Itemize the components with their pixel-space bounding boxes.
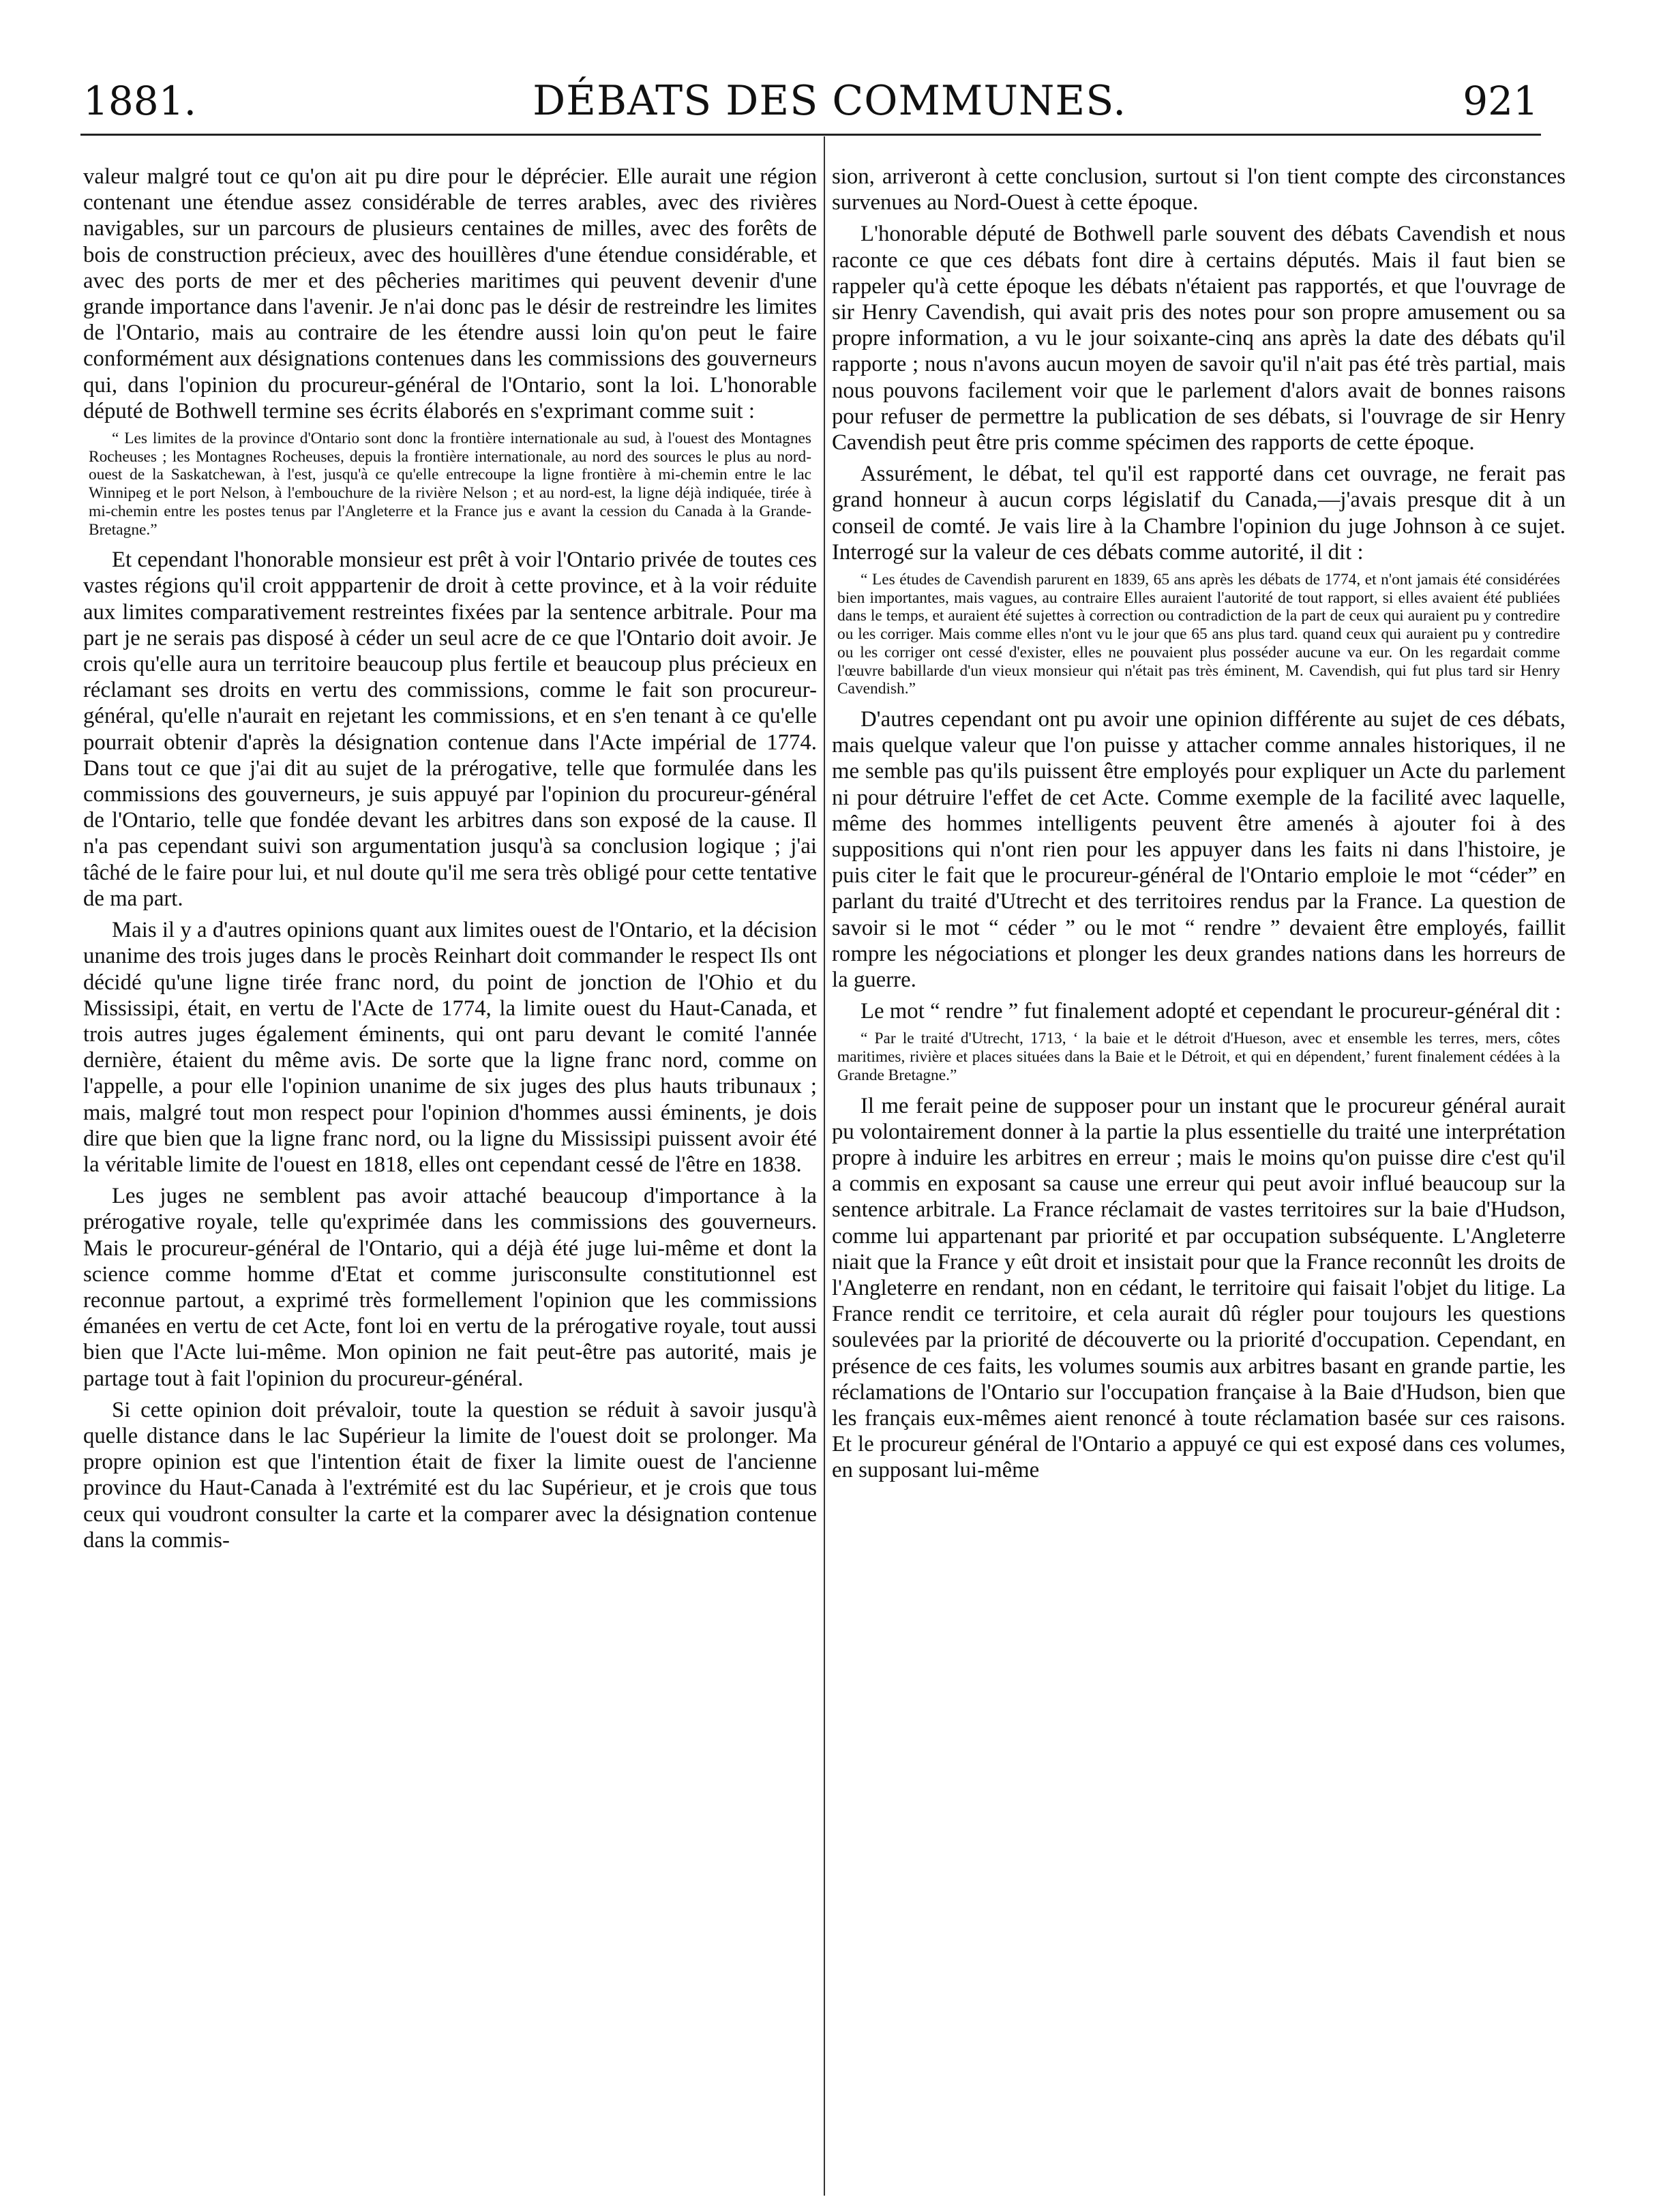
block-quote: “ Par le traité d'Utrecht, 1713, ‘ la baie et le détroit d'Hueson, avec et ensemble les terres, mers, côtes maritimes, rivière et places situées dans la Baie et le Détroit, et qui en dépendent,’ furent finalement cédées à la Grande Bretagne.” [837,1030,1560,1084]
block-quote: “ Les études de Cavendish parurent en 1839, 65 ans après les débats de 1774, et n'ont jamais été considérées bien importantes, mais vagues, au contraire Elles auraient l'autorité de tout rapport, si elles avaient été publiées dans le temps, et auraient été sujettes à correction ou contradiction de la part de ceux qui auraient pu y contredire ou les corriger. Mais comme elles n'ont vu le jour que 65 ans plus tard. quand ceux qui auraient pu y contredire ou les corriger ont cessé d'exister, elles ne pouvaient plus posséder aucune va eur. On les regardait comme l'œuvre babillarde d'un vieux monsieur qui n'était pas très éminent, M. Cavendish, qui fut plus tard sir Henry Cavendish.” [837,571,1560,698]
running-header [83,74,1538,128]
paragraph: Le mot “ rendre ” fut finalement adopté et cependant le procureur-général dit : [861,999,1561,1024]
column-divider [824,136,825,2196]
header-page-number: 921 [1463,78,1538,124]
paragraph: D'autres cependant ont pu avoir une opinion différente au sujet de ces débats, mais quelque valeur que l'on puisse y attacher comme annales historiques, il ne me semble pas qu'ils puissent être employés pour expliquer un Acte du parlement ni pour détruire l'effet de cet Acte. Comme exemple de la facilité avec laquelle, même des hommes intelligents peuvent être amenés à ajouter foi à des suppositions qui n'ont rien pour les appuyer dans les faits ni dans l'histoire, je puis citer le fait que le procureur-général de l'Ontario emploie le mot “céder” en parlant du traité d'Utrecht et des territoires rendus par la France. La question de savoir si le mot “ céder ” ou le mot “ rendre ” devaient être employés, faillit rompre les négociations et plonger les deux grandes nations dans les horreurs de la guerre. [832,706,1566,992]
header-rule [80,134,1541,136]
paragraph: sion, arriveront à cette conclusion, surtout si l'on tient compte des circonstances survenues au Nord-Ouest à cette époque. [832,164,1566,215]
paragraph: valeur malgré tout ce qu'on ait pu dire pour le déprécier. Elle aurait une région contenant une étendue assez considérable de terres arables, avec des rivières navigables, sur un parcours de plusieurs centaines de milles, avec des forêts de bois de construction précieux, avec des houillères d'une étendue considérable, et avec des ports de mer et des pêcheries maritimes qui peuvent devenir d'une grande importance dans l'avenir. Je n'ai donc pas le désir de restreindre les limites de l'Ontario, mais au contraire de les étendre aussi loin qu'on peut le faire conformément aux désignations contenues dans les commissions des gouverneurs qui, dans l'opinion du procureur-général de l'Ontario, sont la loi. L'honorable député de Bothwell termine ses écrits élaborés en s'exprimant comme suit : [83,164,817,423]
header-title: DÉBATS DES COMMUNES. [533,77,1127,125]
paragraph: Les juges ne semblent pas avoir attaché beaucoup d'importance à la prérogative royale, telle qu'exprimée dans les commissions des gouverneurs. Mais le procureur-général de l'Ontario, qui a déjà été juge lui-même et dont la science comme homme d'Etat et comme jurisconsulte constitutionnel est reconnue partout, a exprimé très formellement l'opinion que les commissions émanées en vertu de cet Acte, font loi en vertu de la prérogative royale, tout aussi bien que l'Acte lui-même. Mon opinion ne fait peut-être pas autorité, mais je partage tout à fait l'opinion du procureur-général. [83,1184,817,1391]
block-quote: “ Les limites de la province d'Ontario sont donc la frontière internationale au sud, à l'ouest des Montagnes Rocheuses ; les Montagnes Rocheuses, depuis la frontière internationale, au nord des sources le plus au nord-ouest de la Saskatchewan, à l'est, jusqu'à ce qu'elle entrecoupe la ligne frontière à mi-chemin entre le lac Winnipeg et le port Nelson, à l'embouchure de la rivière Nelson ; et au nord-est, la ligne déjà indiquée, tirée à mi-chemin entre les postes tenus par l'Angleterre et la France jus e avant la cession du Canada à la Grande-Bretagne.” [89,430,811,539]
paragraph: Mais il y a d'autres opinions quant aux limites ouest de l'Ontario, et la décision unanime des trois juges dans le procès Reinhart doit commander le respect Ils ont décidé qu'une ligne tirée franc nord, du point de jonction de l'Ohio et du Mississipi, était, en vertu de l'Acte de 1774, la limite ouest du Haut-Canada, et trois autres juges également éminents, qui ont paru devant le comité l'année dernière, étaient du même avis. De sorte que la ligne franc nord, comme on l'appelle, a pour elle l'opinion unanime de six juges des plus hauts tribunaux ; mais, malgré tout mon respect pour l'opinion d'hommes aussi éminents, je dois dire que bien que la ligne franc nord, ou la ligne du Mississipi puissent avoir été la véritable limite de l'ouest en 1818, elles ont cependant cessé de l'être en 1838. [83,918,817,1177]
left-column [83,164,817,2202]
paragraph: Il me ferait peine de supposer pour un instant que le procureur général aurait pu volontairement donner à la partie la plus essentielle du traité une interprétation propre à induire les arbitres en erreur ; mais le moins qu'on puisse dire c'est qu'il a commis en exposant sa cause une erreur qui peut avoir influé beaucoup sur la sentence arbitrale. La France réclamait de vastes territoires sur la baie d'Hudson, comme lui appartenant par priorité et par occupation subséquente. L'Angleterre niait que la France y eût droit et insistait pour que la France reconnût les droits de l'Angleterre en rendant, non en cédant, le territoire qui faisait l'objet du litige. La France rendit ce territoire, et cela aurait dû régler pour toujours les questions soulevées par la priorité de découverte ou la priorité d'occupation. Cependant, en présence de ces faits, les volumes soumis aux arbitres basant en grande partie, les réclamations de l'Ontario sur l'occupation française à la Baie d'Hudson, bien que les français eux-mêmes aient renoncé à toute réclamation basée sur ces raisons. Et le procureur général de l'Ontario a appuyé ce qui est exposé dans ces volumes, en supposant lui-même [832,1093,1566,1483]
header-year: 1881. [83,78,197,124]
paragraph: Si cette opinion doit prévaloir, toute la question se réduit à savoir jusqu'à quelle distance dans le lac Supérieur la limite de l'ouest doit se prolonger. Ma propre opinion est que l'intention était de fixer la limite ouest de l'ancienne province du Haut-Canada à l'extrémité est du lac Supérieur, et je crois que tous ceux qui voudront consulter la carte et la comparer avec la désignation contenue dans la commis- [83,1397,817,1553]
paragraph: L'honorable député de Bothwell parle souvent des débats Cavendish et nous raconte ce que ces débats font dire à certains députés. Mais il faut bien se rappeler qu'à cette époque les débats n'étaient pas rapportés, et que l'ouvrage de sir Henry Cavendish, qui avait pris des notes pour son propre amusement ou sa propre information, a vu le jour soixante-cinq ans après la date des débats qu'il rapporte ; nous n'avons aucun moyen de savoir qu'il n'ait pas été très partial, mais nous pouvons facilement voir que le parlement d'alors avait de bonnes raisons pour refuser de permettre la publication de ses débats, si l'ouvrage de sir Henry Cavendish peut être pris comme spécimen des rapports de cette époque. [832,222,1566,455]
paragraph: Et cependant l'honorable monsieur est prêt à voir l'Ontario privée de toutes ces vastes régions qu'il croit apppartenir de droit à cette province, et à la voir réduite aux limites comparativement restreintes fixées par la sentence arbitrale. Pour ma part je ne serais pas disposé à céder un seul acre de ce que l'Ontario doit avoir. Je crois qu'elle aura un territoire beaucoup plus fertile et beaucoup plus précieux en réclamant ses droits en vertu des commissions, comme le fait son procureur-général, qu'elle n'aurait en rejetant les commissions, et en s'en tenant à ce qu'elle pourrait obtenir d'après la désignation contenue dans l'Acte impérial de 1774. Dans tout ce que j'ai dit au sujet de la prérogative, telle que formulée dans les commissions des gouverneurs, je suis appuyé par l'opinion du procureur-général de l'Ontario, telle que fondée devant les arbitres dans son exposé de la cause. Il n'a pas cependant suivi son argumentation jusqu'à sa conclusion logique ; j'ai tâché de le faire pour lui, et nul doute qu'il me sera très obligé pour cette tentative de ma part. [83,548,817,911]
right-column [832,164,1566,2202]
paragraph: Assurément, le débat, tel qu'il est rapporté dans cet ouvrage, ne ferait pas grand honneur à aucun corps législatif du Canada,—j'avais presque dit à un conseil de comté. Je vais lire à la Chambre l'opinion du juge Johnson à ce sujet. Interrogé sur la valeur de ces débats comme autorité, il dit : [832,462,1566,565]
